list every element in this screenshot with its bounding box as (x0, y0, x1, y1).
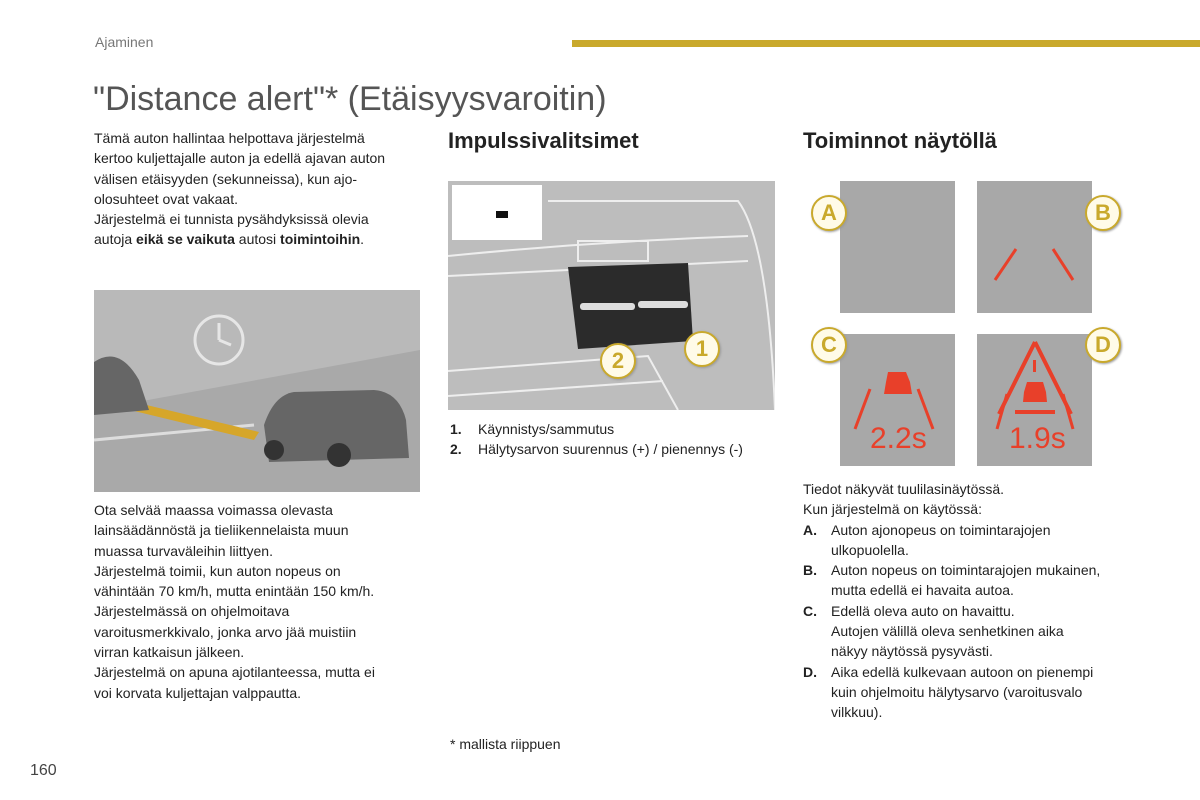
line: välisen etäisyyden (sekunneissa), kun ajo- (94, 170, 358, 187)
line: Autojen välillä oleva senhetkinen aika (831, 623, 1064, 640)
page-number: 160 (30, 762, 57, 779)
header-bar (572, 40, 1200, 47)
panel-b-badge: B (1085, 195, 1121, 231)
display-panel-b (977, 181, 1092, 313)
text: Hälytysarvon suurennus (+) / pienennys (-) (478, 441, 743, 458)
line: Edellä oleva auto on havaittu. (831, 602, 1015, 619)
display-panel-c (840, 334, 955, 466)
line: Järjestelmä toimii, kun auton nopeus on (94, 562, 341, 579)
vehicle-detected-icon (840, 334, 955, 434)
display-heading: Toiminnot näytöllä (803, 128, 997, 153)
list-item (450, 419, 743, 439)
line: mutta edellä ei havaita autoa. (831, 582, 1014, 599)
time-gap-value: 2.2s (870, 422, 927, 455)
line: vilkkuu). (831, 704, 883, 721)
line: kertoo kuljettajalle auton ja edellä ajavan auton (94, 150, 386, 167)
line: lainsäädännöstä ja tieliikennelaista muun (94, 522, 349, 539)
list-item (803, 520, 1143, 561)
button-list (450, 419, 743, 460)
button-2-badge: 2 (600, 343, 636, 379)
t: eikä se vaikuta (136, 231, 235, 248)
buttons-illustration (448, 181, 775, 410)
line: näkyy näytössä pysyvästi. (831, 643, 993, 660)
page-title: "Distance alert"* (Etäisyysvaroitin) (93, 80, 607, 118)
cars-illustration (94, 290, 420, 492)
num: C. (803, 602, 817, 619)
panel-d-badge: D (1085, 327, 1121, 363)
footnote: * mallista riippuen (450, 736, 561, 752)
list-item (803, 662, 1143, 723)
line: voi korvata kuljettajan valppautta. (94, 684, 302, 701)
t: toimintoihin (280, 231, 361, 248)
num: 1. (450, 421, 462, 437)
line: kuin ohjelmoitu hälytysarvo (varoitusvalo (831, 683, 1083, 700)
section-label: Ajaminen (95, 34, 154, 50)
time-gap-value: 1.9s (1009, 422, 1066, 455)
line: Tiedot näkyvät tuulilasinäytössä. (803, 481, 1005, 497)
line (94, 229, 424, 249)
line: Tämä auton hallintaa helpottava järjestelmä (94, 130, 365, 146)
line: Ota selvää maassa voimassa olevasta (94, 502, 333, 518)
conditions-text (94, 500, 424, 703)
num: B. (803, 562, 817, 579)
line: Järjestelmässä on ohjelmoitava (94, 603, 290, 620)
panel-c-badge: C (811, 327, 847, 363)
num: A. (803, 521, 817, 538)
t: . (360, 231, 365, 248)
text: Käynnistys/sammutus (478, 421, 615, 437)
line: Auton ajonopeus on toimintarajojen (831, 521, 1051, 538)
line: Auton nopeus on toimintarajojen mukainen, (831, 562, 1101, 579)
line: ulkopuolella. (831, 541, 909, 558)
list-item (803, 560, 1143, 601)
warning-triangle-icon (977, 334, 1092, 434)
t: autosi (234, 231, 281, 248)
list-item (803, 601, 1143, 662)
line: virran katkaisun jälkeen. (94, 644, 245, 661)
display-panel-a (840, 181, 955, 313)
display-description (803, 479, 1143, 723)
line: Järjestelmä ei tunnista pysähdyksissä olevia (94, 211, 369, 228)
t: autoja (94, 231, 137, 248)
line: muassa turvaväleihin liittyen. (94, 542, 273, 559)
line: Järjestelmä on apuna ajotilanteessa, mutta ei (94, 664, 375, 681)
button-1-badge: 1 (684, 331, 720, 367)
lane-lines-icon (977, 181, 1092, 313)
display-panel-d (977, 334, 1092, 466)
line: Aika edellä kulkevaan autoon on pienempi (831, 663, 1094, 680)
list-item (450, 439, 743, 459)
buttons-heading: Impulssivalitsimet (448, 128, 639, 153)
panel-a-badge: A (811, 195, 847, 231)
line: Kun järjestelmä on käytössä: (803, 501, 982, 518)
num: 2. (450, 441, 462, 458)
line: vähintään 70 km/h, mutta enintään 150 km/h. (94, 583, 375, 600)
distance-illustration (94, 290, 420, 492)
num: D. (803, 663, 817, 680)
line: olosuhteet ovat vakaat. (94, 190, 238, 207)
intro-text (94, 128, 424, 250)
line: varoitusmerkkivalo, jonka arvo jää muistiin (94, 623, 357, 640)
